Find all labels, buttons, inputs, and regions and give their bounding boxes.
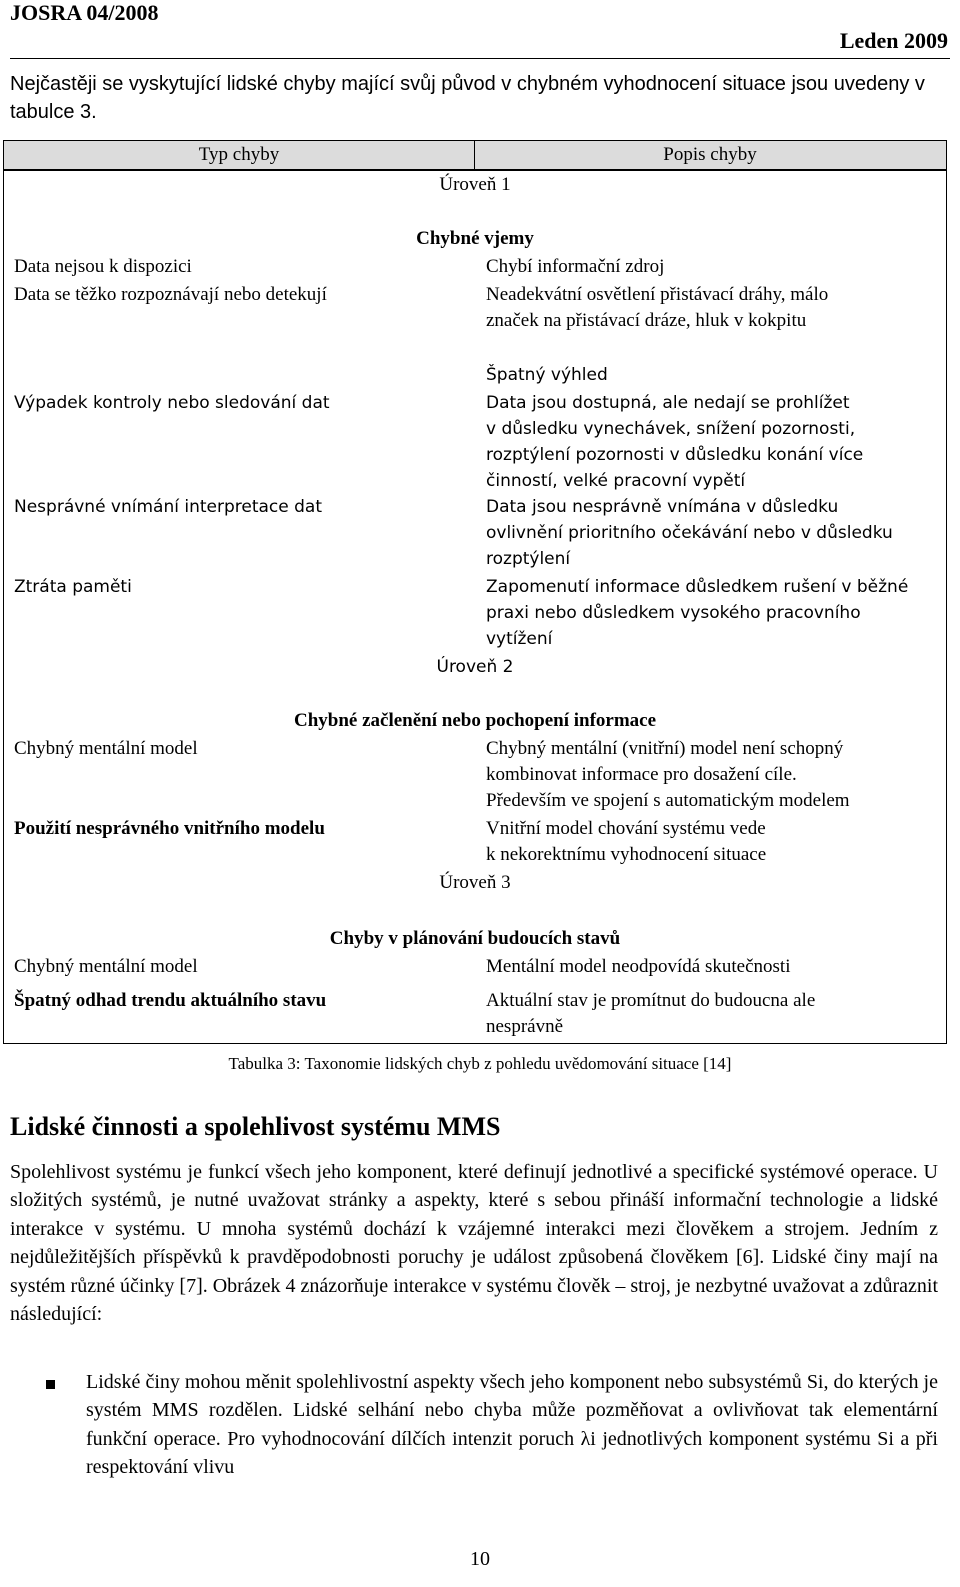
table-row-type: Nesprávné vnímání interpretace dat <box>14 497 323 517</box>
table-row-type: Použití nesprávného vnitřního modelu <box>14 818 325 839</box>
table-row-desc: praxi nebo důsledkem vysokého pracovního <box>486 603 861 623</box>
table-row-type: Chybný mentální model <box>14 956 198 977</box>
table-row-type: Ztráta paměti <box>14 577 132 597</box>
header-rule <box>10 58 950 59</box>
table-row-desc: Neadekvátní osvětlení přistávací dráhy, málo <box>486 284 829 305</box>
table-row-type: Data nejsou k dispozici <box>14 256 192 277</box>
table-row-desc: Aktuální stav je promítnut do budoucna ale <box>486 990 816 1011</box>
section-title: Lidské činnosti a spolehlivost systému MMS <box>10 1112 501 1141</box>
table-row-desc: značek na přistávací dráze, hluk v kokpitu <box>486 310 807 331</box>
level2-subtitle: Chybné začlenění nebo pochopení informace <box>293 710 657 731</box>
table-row-desc: ovlivnění prioritního očekávání nebo v důsledku <box>486 523 893 543</box>
table-row-desc: k nekorektnímu vyhodnocení situace <box>486 844 767 865</box>
table-row-desc: vytížení <box>486 629 553 649</box>
table-row-type: Špatný odhad trendu aktuálního stavu <box>14 990 327 1011</box>
table-row-type: Chybný mentální model <box>14 738 198 759</box>
intro-text: Nejčastěji se vyskytující lidské chyby mající svůj původ v chybném vyhodnocení situace jsou uvedeny v tabulce 3. <box>10 73 925 123</box>
level3-title: Úroveň 3 <box>439 872 511 893</box>
table-row-desc: nesprávně <box>486 1016 564 1037</box>
table-row-type: Výpadek kontroly nebo sledování dat <box>14 393 330 413</box>
col-header-type: Typ chyby <box>198 144 280 165</box>
table-row-type: Data se těžko rozpoznávají nebo detekují <box>14 284 327 305</box>
table-row-desc: Především ve spojení s automatickým modelem <box>486 790 850 811</box>
table-row-desc: Vnitřní model chování systému vede <box>486 818 766 839</box>
table-row-desc: kombinovat informace pro dosažení cíle. <box>486 764 797 785</box>
level1-title: Úroveň 1 <box>439 174 511 195</box>
body-paragraph: Spolehlivost systému je funkcí všech jeho komponent, které definují jednotlivé a specifické systémové operace. U složitých systémů, je nutné uvažovat stránky a aspekty, které s sebou přináší informační technologie a lidské interakce v systému. U mnoha systémů dochází k vzájemné interakci mezi člověkem a strojem. Jedním z nejdůležitějších příspěvků k pravděpodobnosti poruchy je událost způsobená člověkem [6]. Lidské činy mají na systém různé účinky [7]. Obrázek 4 znázorňuje interakce v systému člověk – stroj, je nezbytné uvažovat a zdůraznit následující: <box>10 1161 938 1326</box>
journal-header: JOSRA 04/2008 <box>10 0 159 25</box>
page-number: 10 <box>470 1548 490 1570</box>
level3-subtitle: Chyby v plánování budoucích stavů <box>329 928 621 949</box>
table-row-desc: Zapomenutí informace důsledkem rušení v běžné <box>486 577 909 597</box>
table-row-desc: rozptýlení pozornosti v důsledku konání více <box>486 445 864 465</box>
table-row-desc: Chybný mentální (vnitřní) model není schopný <box>486 738 844 759</box>
table-row-desc: Data jsou nesprávně vnímána v důsledku <box>486 497 839 517</box>
date-header: Leden 2009 <box>839 28 948 53</box>
table-row-desc: Data jsou dostupná, ale nedají se prohlížet <box>486 393 850 413</box>
table-row-desc: rozptýlení <box>486 549 571 569</box>
table-row-desc: Špatný výhled <box>486 365 608 385</box>
table-caption: Tabulka 3: Taxonomie lidských chyb z pohledu uvědomování situace [14] <box>228 1054 732 1073</box>
bullet-square-icon <box>46 1380 55 1389</box>
table-row-desc: Chybí informační zdroj <box>486 256 665 277</box>
error-taxonomy-table <box>3 140 947 1044</box>
level1-subtitle: Chybné vjemy <box>416 228 534 249</box>
col-header-desc: Popis chyby <box>663 144 757 165</box>
level2-title: Úroveň 2 <box>436 657 514 677</box>
table-row-desc: činností, velké pracovní vypětí <box>486 471 746 491</box>
bullet-paragraph: Lidské činy mohou měnit spolehlivostní aspekty všech jeho komponent nebo subsystémů Si, do kterých je systém MMS rozdělen. Lidské selhání nebo chyba může pozměňovat a ovlivňovat tak elementární funkční operace. Pro vyhodnocování dílčích intenzit poruch λi jednotlivých komponent systému Si a při respektování vlivu <box>86 1371 938 1479</box>
table-row-desc: v důsledku vynechávek, snížení pozornosti, <box>486 419 856 439</box>
table-row-desc: Mentální model neodpovídá skutečnosti <box>486 956 791 977</box>
